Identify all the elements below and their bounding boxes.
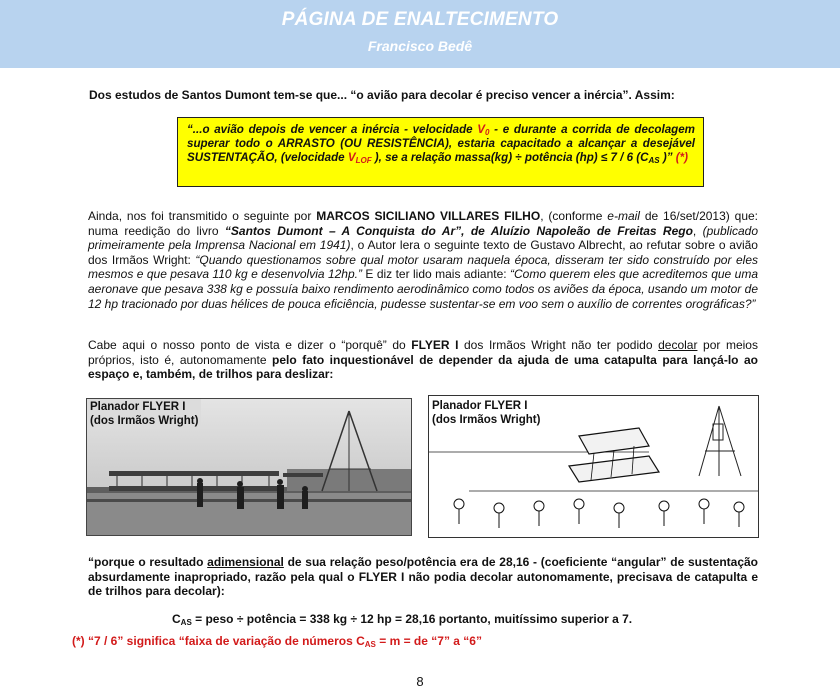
v0-symbol: $V_0$ (477, 123, 490, 137)
footnote: (*) “7 / 6” significa “faixa de variação de números $C_{AS} = m$ = de “7” a “6” (72, 634, 482, 649)
page-header (0, 0, 840, 68)
footnote-mark: (*) (675, 151, 688, 164)
cas-formula: $C_{AS}$ = peso ÷ potência = 338 kg ÷ 12 hp = 28,16 portanto, muitíssimo superior a 7. (172, 612, 633, 627)
person-name: MARCOS SICILIANO VILLARES FILHO (316, 209, 541, 223)
page-title: PÁGINA DE ENALTECIMENTO (281, 9, 559, 30)
santos-dumont-quote-box: “...o avião depois de vencer a inércia - velocidade $V_0$ - e durante a corrida de decolagem superar todo o ARRASTO (OU RESISTÊNCIA), estaria capacitado a alcançar a desejável SUSTENTAÇÃO, (velocidade $V_{LOF}$ ), se a relação massa(kg) ÷ potência (hp) ≤ 7 / 6 ($C_{AS}$ )” (*) (177, 117, 704, 187)
flyer-drawing-caption: Planador FLYER I (dos Irmãos Wright) (432, 400, 541, 426)
flyer-drawing (428, 395, 759, 538)
vlof-symbol: $V_{LOF}$ (347, 151, 372, 165)
flyer-photo (86, 398, 412, 536)
intro-text: Dos estudos de Santos Dumont tem-se que... “o avião para decolar é preciso vencer a inércia”. Assim: (89, 88, 675, 102)
paragraph-because: “porque o resultado adimensional de sua relação peso/potência era de 28,16 - (coeficiente “angular” de sustentação absurdamente inapropriado, razão pela qual o FLYER I não podia decolar autonomamente, precisava de catapulta e de trilhos para decolar): (88, 555, 758, 599)
author-name: Francisco Bedê (367, 38, 473, 54)
book-title: “Santos Dumont – A Conquista do Ar”, de Aluízio Napoleão de Freitas Rego (224, 223, 693, 238)
page-number: 8 (416, 674, 424, 689)
flyer-photo-caption: Planador FLYER I (dos Irmãos Wright) (87, 399, 201, 429)
paragraph-point-of-view: Cabe aqui o nosso ponto de vista e dizer o “porquê” do FLYER I dos Irmãos Wright não ter podido decolar por meios próprios, isto é, autonomamente pelo fato inquestionável de depender da ajuda de uma catapulta para lançá-lo ao espaço e, também, de trilhos para deslizar: (88, 338, 758, 382)
paragraph-transmitted: Ainda, nos foi transmitido o seguinte por MARCOS SICILIANO VILLARES FILHO, (conforme e-mail de 16/set/2013) que: numa reedição do livro “Santos Dumont – A Conquista do Ar”, de Aluízio Napoleão de Freitas Rego, (publicado primeiramente pela Imprensa Nacional em 1941), o Autor lera o seguinte texto de Gustavo Albrecht, ao refutar sobre o avião dos Irmãos Wright: “Quando questionamos sobre qual motor usaram naquela época, disseram ter sido construído por eles mesmos e que pesava 110 kg e desenvolvia 12hp.” E diz ter lido mais adiante: “Como querem eles que acreditemos que uma aeronave que pesava 338 kg e possuía baixo rendimento aerodinâmico como todos os aviões da época, usando um motor de 12 hp tracionado por duas hélices de pouca eficiência, pudesse sustentar-se em voo sem o auxílio de correntes orográficas?” (88, 209, 759, 311)
